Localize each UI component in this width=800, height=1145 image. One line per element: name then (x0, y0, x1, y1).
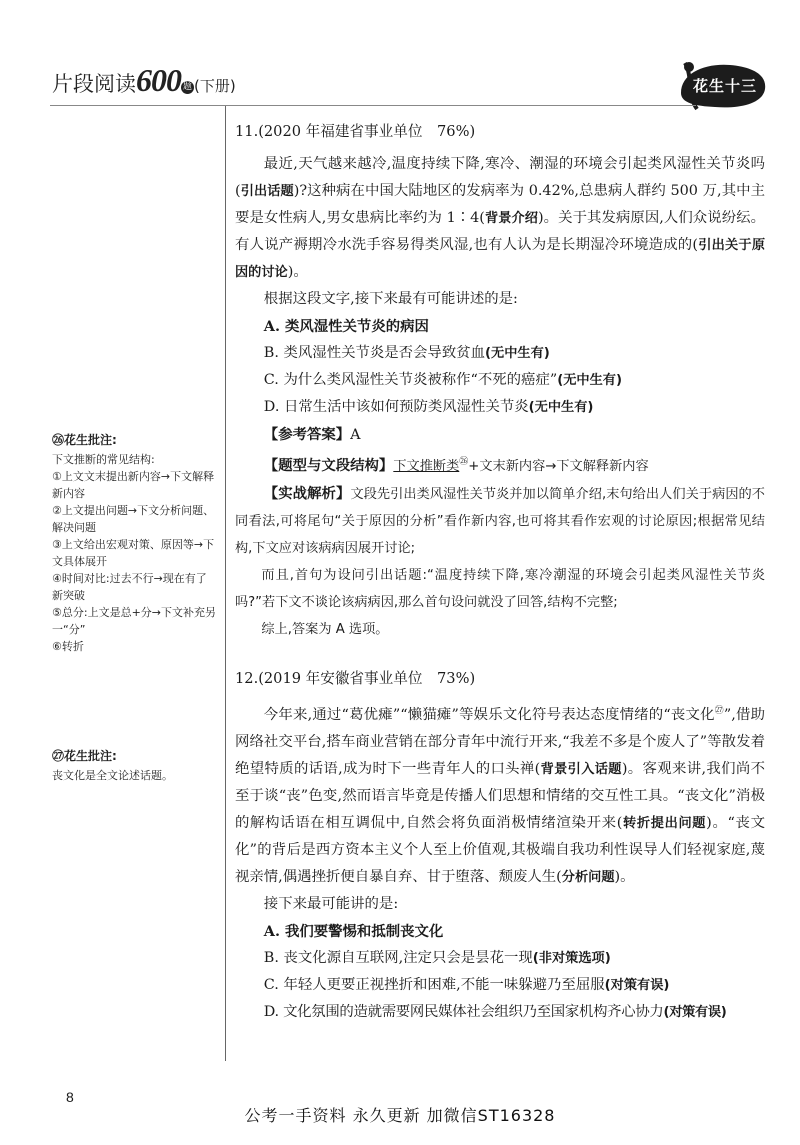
option-tag: (非对策选项) (532, 950, 611, 966)
option-text: C. 为什么类风湿性关节炎被称作“不死的癌症” (263, 372, 558, 388)
question-11-option-d (235, 394, 765, 421)
option-text: B. 类风湿性关节炎是否会导致贫血 (263, 345, 485, 361)
question-12-option-b (235, 945, 765, 972)
option-tag: (对策有误) (663, 1004, 727, 1020)
question-11-analysis-1 (235, 480, 765, 562)
brand-logo (675, 55, 770, 115)
question-12-title: 12.(2019 年安徽省事业单位 73%) (235, 669, 476, 687)
passage-tag: 转折提出问题 (622, 815, 707, 831)
option-text: C. 年轻人更要正视挫折和困难,不能一味躲避乃至屈服 (263, 976, 605, 993)
passage-tag: 引出话题 (240, 184, 294, 199)
side-note-line: ⑥转折 (52, 640, 84, 653)
question-11-structure (235, 449, 765, 480)
passage-text: ”,借助网络社交平台,搭车商业营销在部分青年中流行开来,“我差不多是个废人了”等散发着绝望特质的话语,成为时下一些青年人的口头禅( (235, 706, 765, 777)
brand-text: 花生十三 (693, 77, 758, 95)
side-note-line: 下文推断的常见结构: (52, 453, 155, 466)
note-ref-26: ㉖ (459, 457, 469, 467)
analysis-text: 文段先引出类风湿性关节炎并加以简单介绍,末句给出人们关于病因的不同看法,可将尾句“关于原因的分析”看作新内容,也可将其看作宏观的讨论原因;根据常见结构,下文应对该病病因展开讨论; (235, 486, 765, 556)
question-11 (235, 118, 765, 1026)
book-title-number: 600 (136, 62, 181, 98)
book-title (52, 62, 236, 99)
question-11-analysis-2: 而且,首句为设问引出话题:“温度持续下降,寒冷潮湿的环境会引起类风湿性关节炎吗?”若下文不谈论该病病因,那么首句设问就没了回答,结构不完整; (235, 567, 765, 610)
option-tag: (对策有误) (604, 977, 670, 993)
question-12-option-c (235, 972, 765, 999)
side-note-line: 丧文化是全文论述话题。 (52, 769, 173, 782)
option-text: B. 丧文化源自互联网,注定只会是昙花一现 (263, 949, 533, 966)
book-title-prefix: 片段阅读 (52, 72, 136, 96)
margin-divider (225, 106, 226, 1061)
answer-value: A (350, 427, 361, 443)
question-11-option-b (235, 340, 765, 367)
structure-type: 下文推断类 (393, 458, 460, 474)
side-note-line: ②上文提出问题→下文分析问题、解决问题 (52, 504, 215, 534)
option-tag: (无中生有) (528, 400, 594, 415)
side-note-line: ⑤总分:上文是总+分→下文补充另一“分” (52, 606, 217, 636)
header-rule (50, 105, 696, 106)
option-text: D. 日常生活中该如何预防类风湿性关节炎 (263, 399, 529, 415)
question-11-analysis-3: 综上,答案为 A 选项。 (261, 621, 389, 637)
page-number: 8 (66, 1089, 74, 1105)
structure-text: +文末新内容→下文解释新内容 (468, 458, 649, 474)
side-note-27 (52, 748, 217, 784)
question-11-option-a: A. 类风湿性关节炎的病因 (263, 318, 429, 335)
passage-tag: 引出关于原因的讨论 (235, 238, 766, 280)
passage-text: )。关于其发病原因,人们众说纷纭。有人说产褥期冷水洗手容易得类风湿,也有人认为是长期湿冷环境造成的( (235, 210, 766, 253)
footer-watermark: 公考一手资料 永久更新 加微信ST16328 (244, 1106, 556, 1125)
book-title-circle: 题 (182, 82, 192, 92)
question-12-passage (235, 698, 765, 891)
question-12-option-d (235, 999, 765, 1026)
passage-tag: 分析问题 (561, 869, 615, 885)
question-12-option-a: A. 我们要警惕和抵制丧文化 (263, 922, 444, 940)
question-11-prompt: 根据这段文字,接下来最有可能讲述的是: (263, 291, 518, 307)
analysis-label: 【实战解析】 (263, 484, 351, 502)
passage-text: 今年来,通过“葛优瘫”“懒猫瘫”等娱乐文化符号表达态度情绪的“丧文化 (263, 706, 715, 723)
book-title-suffix: (下册) (194, 77, 236, 95)
option-text: D. 文化氛围的造就需要网民媒体社会组织乃至国家机构齐心协力 (263, 1003, 664, 1020)
side-note-26 (52, 432, 217, 655)
question-11-answer (235, 421, 765, 449)
passage-text: )。“丧文化”的背后是西方资本主义个人至上价值观,其极端自我功利性误导人们轻视家庭,蔑视亲情,偶遇挫折便自暴自弃、甘于堕落、颓废人生( (235, 814, 765, 885)
passage-text: )?这种病在中国大陆地区的发病率为 0.42%,总患病人群约 500 万,其中主要是女性病人,男女患病比率约为 1∶4( (235, 183, 766, 226)
passage-text: )。客观来讲,我们尚不至于谈“丧”色变,然而语言毕竟是传播人们思想和情绪的交互性工具。“丧文化”消极的解构话语在相互调侃中,自然会将负面消极情绪渲染开来( (235, 760, 765, 831)
side-note-27-title: ㉗花生批注: (52, 749, 117, 763)
side-note-line: ④时间对比:过去不行→现在有了新突破 (52, 572, 207, 602)
structure-label: 【题型与文段结构】 (263, 456, 394, 474)
side-note-26-title: ㉖花生批注: (52, 433, 117, 447)
option-tag: (无中生有) (557, 373, 623, 388)
passage-tag: 背景介绍 (484, 211, 538, 226)
side-note-line: ③上文给出宏观对策、原因等→下文具体展开 (52, 538, 215, 568)
passage-text: )。 (614, 868, 635, 885)
note-ref-27: ㉗ (714, 705, 724, 716)
answer-label: 【参考答案】 (263, 426, 351, 443)
question-11-passage (235, 151, 765, 286)
passage-text: )。 (287, 264, 308, 280)
spacer (235, 643, 765, 665)
passage-text: 最近,天气越来越冷,温度持续下降,寒冷、潮湿的环境会引起类风湿性关节炎吗( (235, 156, 765, 199)
question-12-prompt: 接下来最可能讲的是: (263, 895, 399, 912)
option-tag: (无中生有) (485, 346, 550, 361)
question-11-title: 11.(2020 年福建省事业单位 76%) (235, 123, 476, 140)
passage-tag: 背景引入话题 (540, 761, 622, 777)
side-note-line: ①上文文末提出新内容→下文解释新内容 (52, 470, 215, 500)
question-11-option-c (235, 367, 765, 394)
